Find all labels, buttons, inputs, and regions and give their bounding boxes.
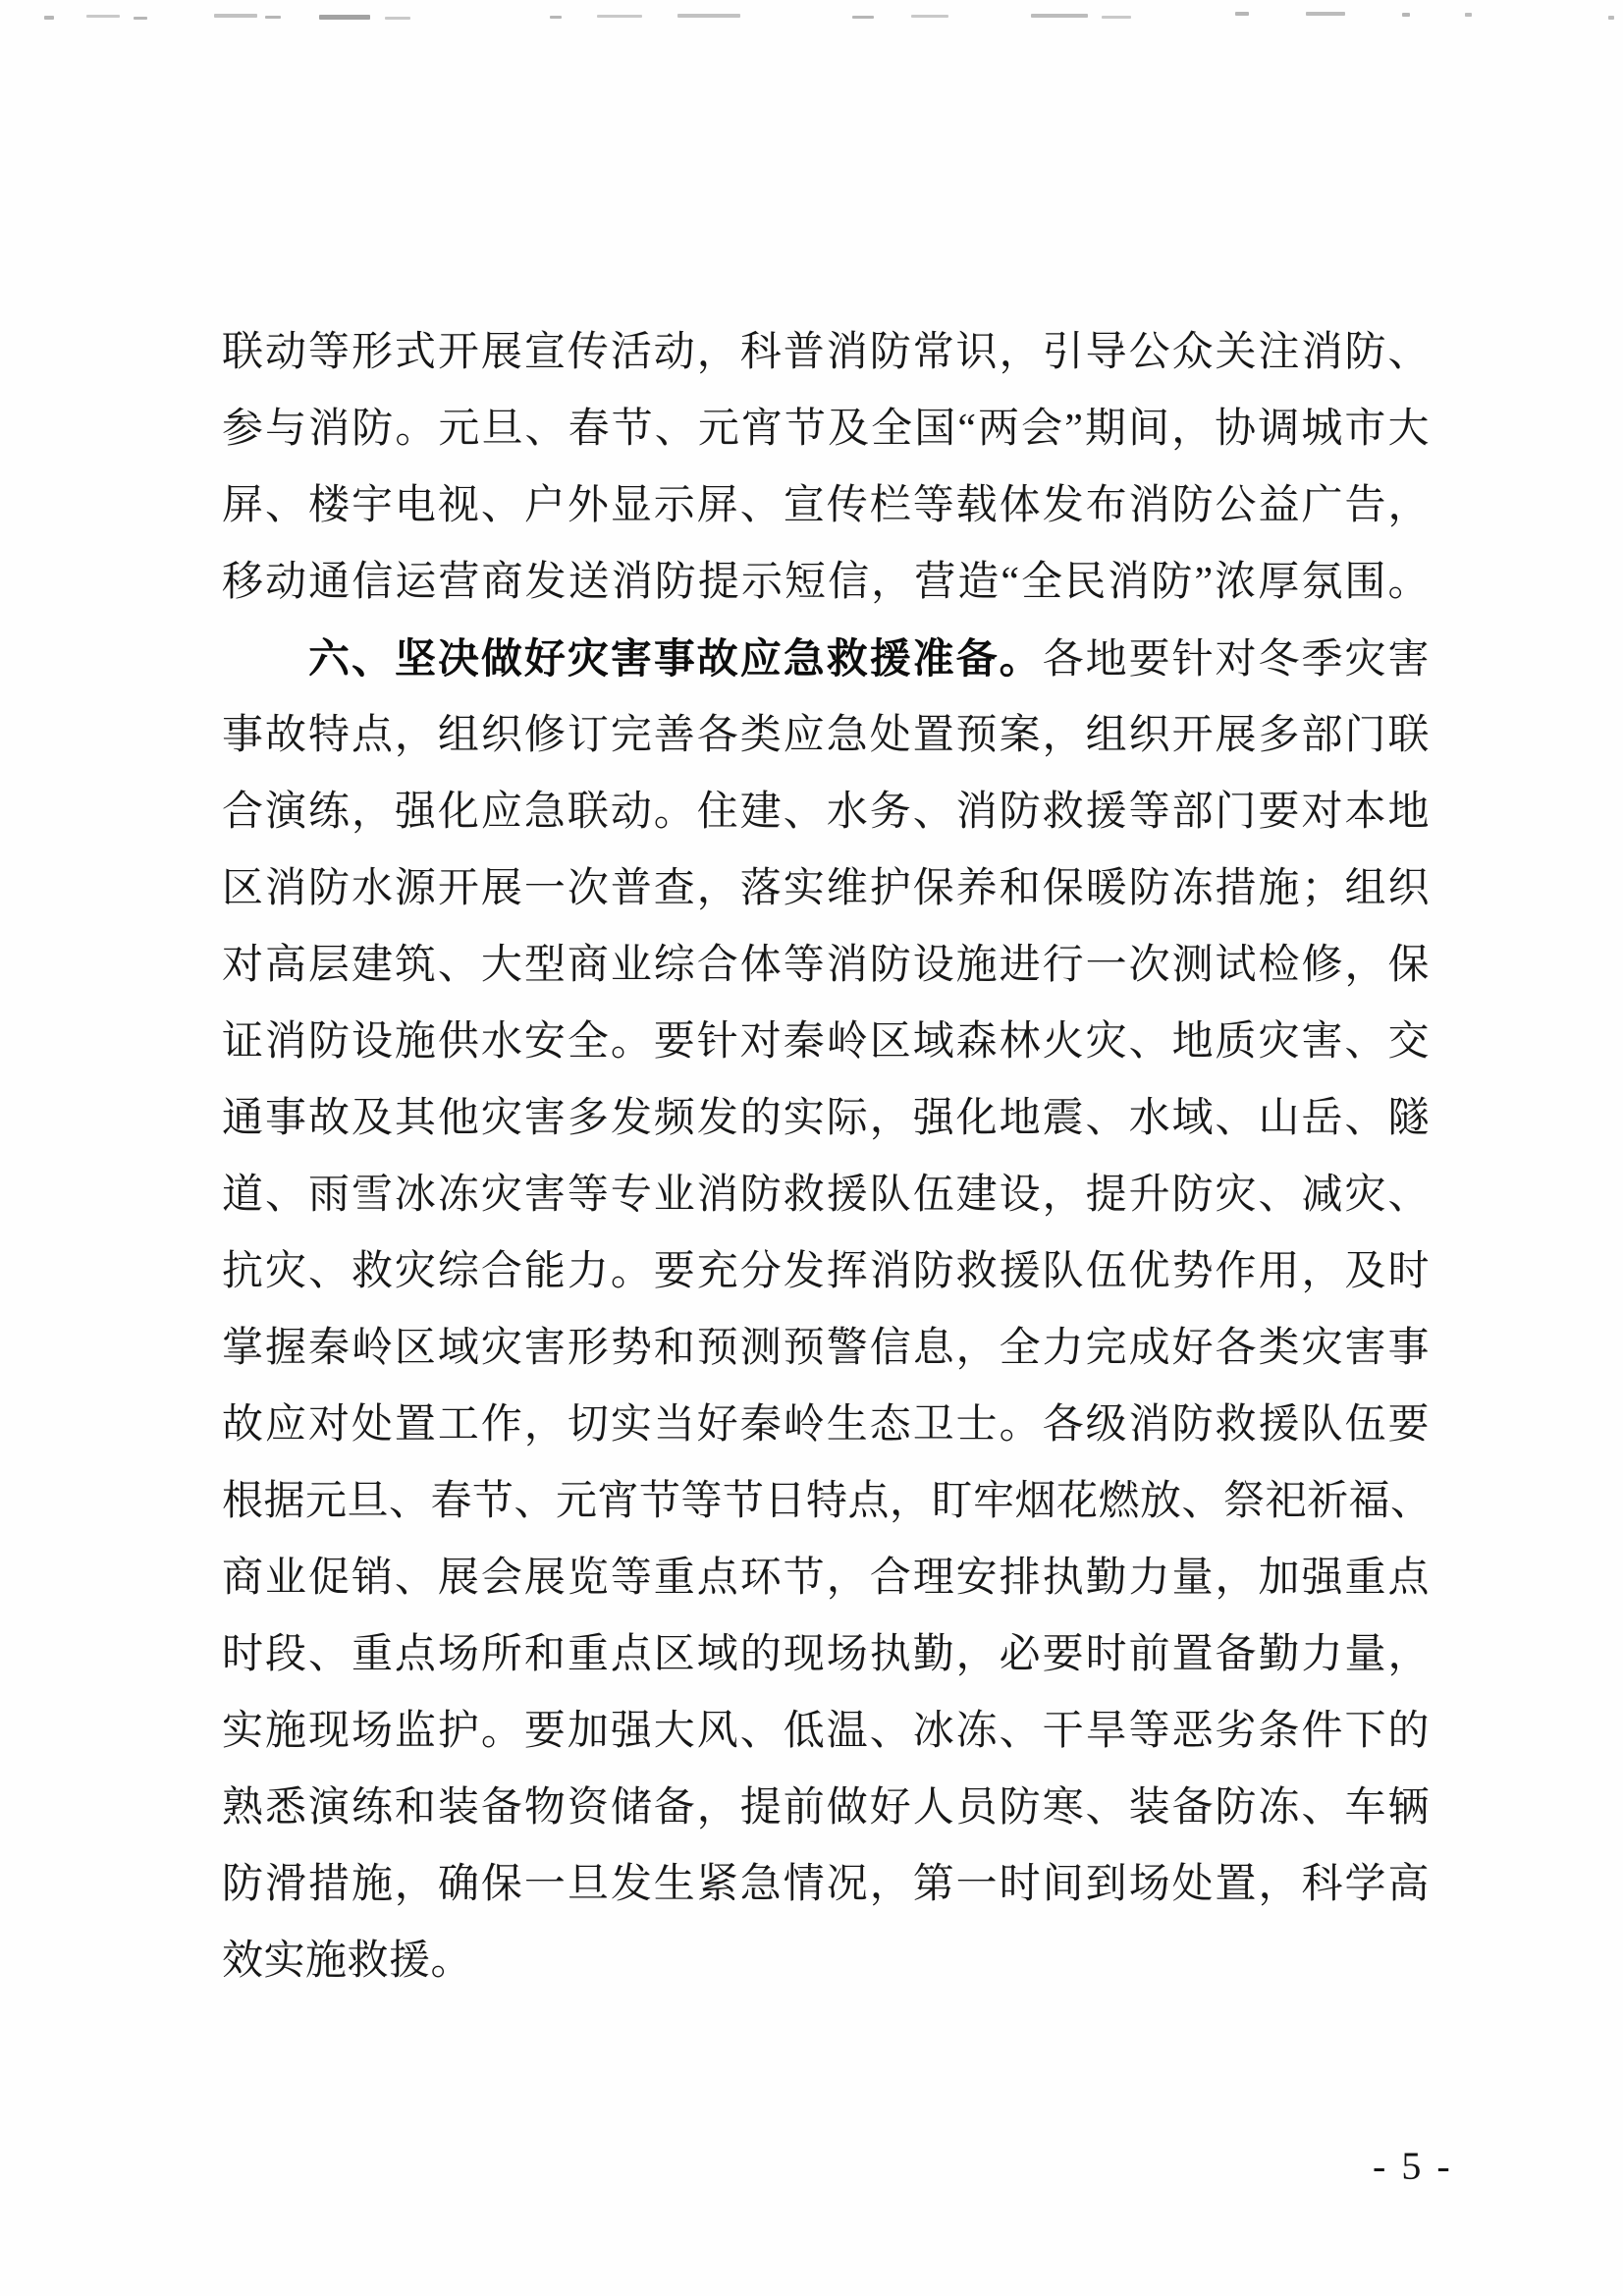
text-line: 参与消防。元旦、春节、元宵节及全国“两会”期间，协调城市大 [222,407,1430,452]
scan-speck [385,17,410,20]
scan-speck [1306,12,1345,16]
section-heading-line [222,621,1430,697]
scan-speck [550,16,562,19]
text-line: 合演练，强化应急联动。住建、水务、消防救援等部门要对本地 [222,790,1430,835]
scan-speck [44,16,54,20]
text-line: 掌握秦岭区域灾害形势和预测预警信息，全力完成好各类灾害事 [222,1326,1430,1371]
scan-speck [214,14,257,18]
scan-speck [1608,16,1614,20]
scan-speck [852,16,874,19]
section-heading: 六、坚决做好灾害事故应急救援准备。 [308,635,1043,682]
scan-speck [265,16,281,19]
text-line: 商业促销、展会展览等重点环节，合理安排执勤力量，加强重点 [222,1556,1430,1601]
scan-speck [677,14,740,18]
scan-speck [86,15,120,18]
document-body [222,314,1433,1999]
scan-speck [1465,13,1472,17]
scan-speck [597,15,642,18]
text-line: 抗灾、救灾综合能力。要充分发挥消防救援队伍优势作用，及时 [222,1249,1430,1294]
text-line: 根据元旦、春节、元宵节等节日特点，盯牢烟花燃放、祭祀祈福、 [222,1479,1433,1524]
scan-speck [1031,14,1088,18]
text-line: 故应对处置工作，切实当好秦岭生态卫士。各级消防救援队伍要 [222,1402,1430,1448]
text-line: 对高层建筑、大型商业综合体等消防设施进行一次测试检修，保 [222,943,1430,988]
text-line: 道、雨雪冰冻灾害等专业消防救援队伍建设，提升防灾、减灾、 [222,1173,1430,1218]
text-line: 区消防水源开展一次普查，落实维护保养和保暖防冻措施；组织 [222,866,1430,911]
text-line: 熟悉演练和装备物资储备，提前做好人员防寒、装备防冻、车辆 [222,1785,1430,1831]
text-line: 证消防设施供水安全。要针对秦岭区域森林火灾、地质灾害、交 [222,1019,1430,1065]
text-line: 屏、楼宇电视、户外显示屏、宣传栏等载体发布消防公益广告， [222,483,1430,528]
scan-speck [1402,13,1410,17]
scan-speck [911,15,948,18]
scan-speck [1235,12,1249,16]
scan-speck [319,15,370,20]
text-line: 联动等形式开展宣传活动，科普消防常识，引导公众关注消防、 [222,330,1430,375]
text-line: 实施现场监护。要加强大风、低温、冰冻、干旱等恶劣条件下的 [222,1709,1430,1754]
text-line: 防滑措施，确保一旦发生紧急情况，第一时间到场处置，科学高 [222,1862,1430,1907]
paragraph-section-six [222,621,1433,1999]
section-heading-rest: 各地要针对冬季灾害 [1042,637,1430,683]
paragraph-publicity [222,314,1430,621]
scan-speck [1102,16,1131,19]
text-line: 效实施救援。 [222,1939,473,1984]
text-line: 通事故及其他灾害多发频发的实际，强化地震、水域、山岳、隧 [222,1096,1430,1141]
scan-speck [134,17,147,20]
text-line: 事故特点，组织修订完善各类应急处置预案，组织开展多部门联 [222,713,1430,758]
text-line: 时段、重点场所和重点区域的现场执勤，必要时前置备勤力量， [222,1632,1430,1677]
page-number: - 5 - [1373,2144,1453,2188]
text-line: 移动通信运营商发送消防提示短信，营造“全民消防”浓厚氛围。 [222,560,1430,605]
